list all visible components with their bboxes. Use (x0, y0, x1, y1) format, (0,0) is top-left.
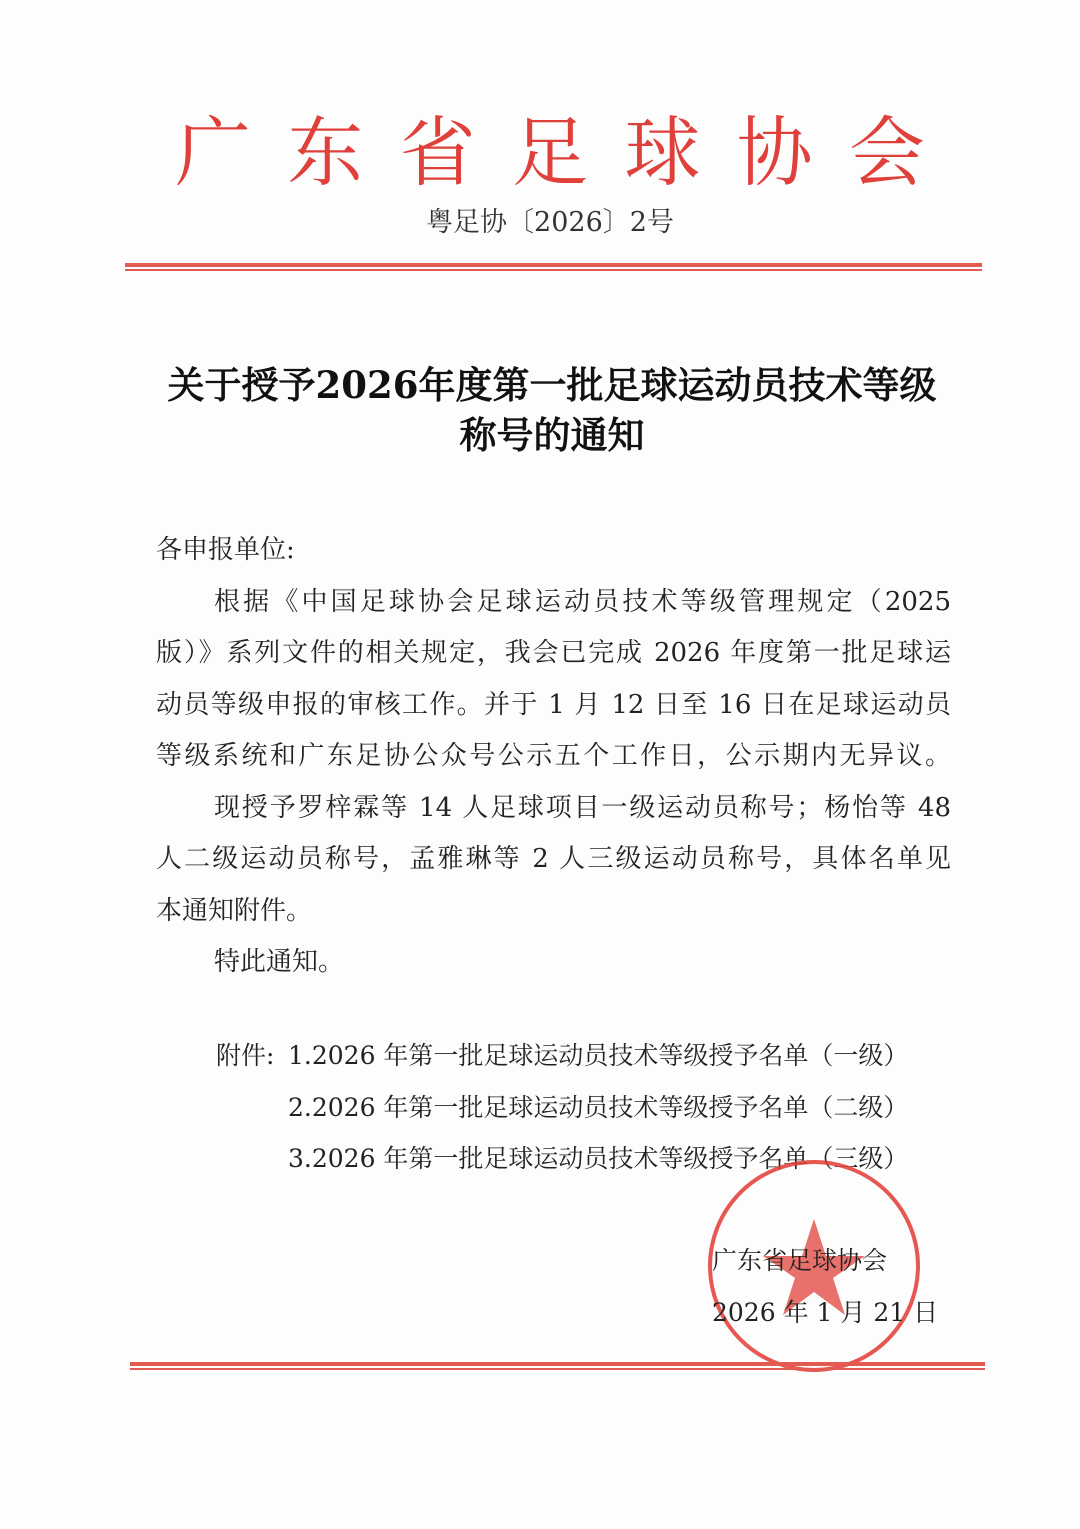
signature-org: 广东省足球协会 (712, 1246, 888, 1275)
body-line: 根据《中国足球协会足球运动员技术等级管理规定（2025 (214, 586, 951, 617)
signature-date: 2026 年 1 月 21 日 (712, 1298, 939, 1327)
salutation: 各申报单位: (156, 535, 295, 565)
attachment-item: 3.2026 年第一批足球运动员技术等级授予名单（三级） (288, 1144, 909, 1173)
signature-block (712, 1235, 938, 1339)
attachments-label: 附件: (216, 1041, 275, 1070)
body-line: 动员等级申报的审核工作。并于 1 月 12 日至 16 日在足球运动员 (156, 689, 951, 720)
header-divider (125, 263, 982, 271)
body-line: 版）》系列文件的相关规定，我会已完成 2026 年度第一批足球运 (156, 638, 951, 668)
footer-divider (130, 1362, 985, 1370)
title-line: 关于授予2026年度第一批足球运动员技术等级 (167, 363, 937, 407)
org-char: 球 (624, 108, 701, 197)
org-char: 广 (175, 108, 251, 197)
document-title (0, 360, 1080, 460)
org-char: 东 (287, 108, 364, 197)
org-char: 足 (511, 108, 588, 197)
document-body (156, 525, 951, 989)
attachment-item: 1.2026 年第一批足球运动员技术等级授予名单（一级） (288, 1041, 909, 1070)
issuing-organization-header (175, 92, 925, 201)
body-line: 本通知附件。 (156, 895, 313, 926)
body-line: 等级系统和广东足协公众号公示五个工作日，公示期内无异议。 (156, 741, 951, 771)
title-line: 称号的通知 (459, 413, 645, 457)
document-number: 粤足协〔2026〕2号 (426, 207, 674, 238)
body-line: 人二级运动员称号，孟雅琳等 2 人三级运动员称号，具体名单见 (156, 844, 951, 874)
org-char: 会 (848, 108, 925, 197)
org-char: 省 (399, 108, 476, 197)
closing: 特此通知。 (214, 947, 345, 977)
body-line: 现授予罗梓霖等 14 人足球项目一级运动员称号；杨怡等 48 (214, 792, 951, 823)
attachment-item: 2.2026 年第一批足球运动员技术等级授予名单（二级） (288, 1092, 909, 1122)
org-char: 协 (736, 108, 813, 197)
